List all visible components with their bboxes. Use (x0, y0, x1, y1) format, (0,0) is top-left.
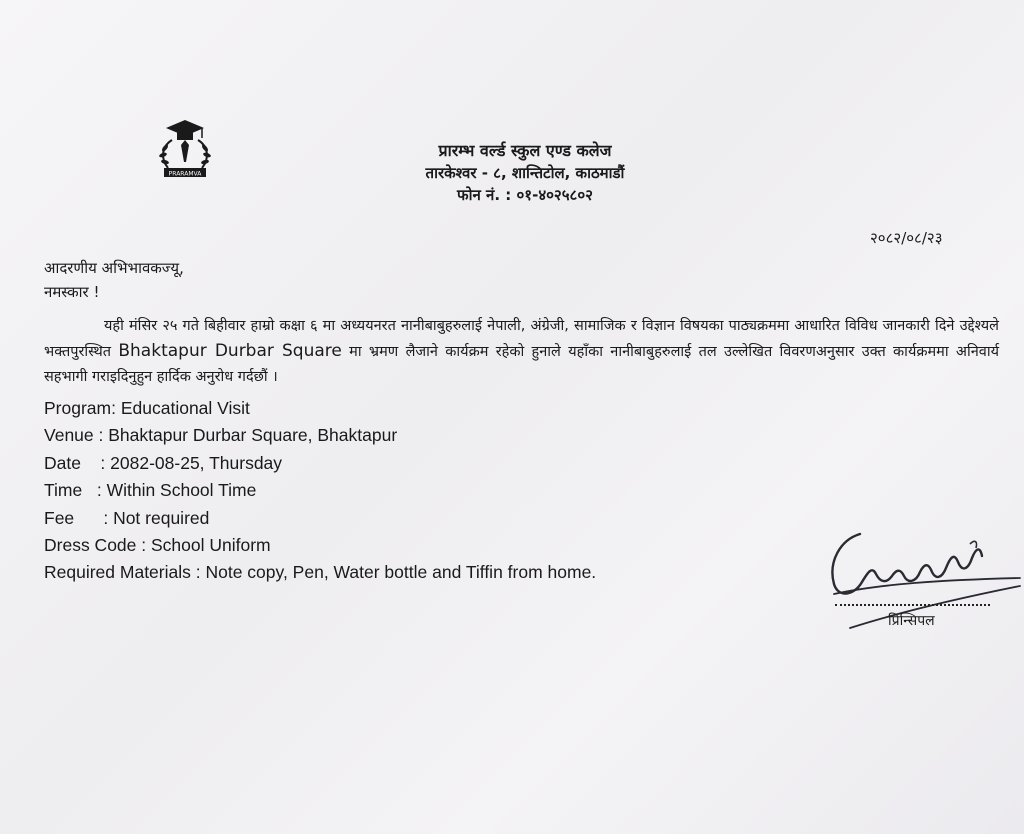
detail-row-time (44, 477, 596, 504)
body-part-1: यही मंसिर २५ गते बिहीवार हाम्रो कक्षा ६ मा अध्ययनरत नानीबाबुहरुलाई नेपाली, अंग्रेजी, सामाजिक र विज्ञान विषयका पाठ्यक्रममा आधारित विविध जानकारी दिने उद्देश्यले भक्तपुरस्थित (44, 318, 999, 360)
detail-row-date (44, 450, 596, 477)
detail-value: Educational Visit (120, 398, 250, 418)
detail-row-materials (44, 559, 596, 586)
letter-date: २०८२/०८/२३ (870, 229, 943, 247)
salutation-line-2: नमस्कार ! (44, 283, 100, 301)
detail-value: School Uniform (151, 535, 271, 556)
detail-label: Dress Code (44, 535, 142, 556)
school-name: प्रारम्भ वर्ल्ड स्कुल एण्ड कलेज (438, 141, 612, 160)
body-place: Bhaktapur Durbar Square (118, 341, 342, 361)
school-logo-icon (150, 118, 220, 182)
detail-label: Required Materials (44, 562, 196, 583)
detail-separator: : (103, 507, 114, 528)
detail-value: Not required (113, 507, 210, 528)
detail-separator: : (98, 425, 109, 446)
svg-text:PRARAMVA: PRARAMVA (168, 170, 202, 178)
detail-separator: : (100, 452, 111, 473)
detail-label: Date (44, 452, 101, 473)
detail-separator: : (141, 535, 151, 556)
detail-label: Venue (44, 425, 99, 446)
detail-label: Time (44, 480, 97, 501)
salutation-line-1: आदरणीय अभिभावकज्यू, (44, 259, 184, 277)
letter-header (330, 140, 720, 206)
detail-row-venue (44, 422, 596, 449)
principal-title: प्रिन्सिपल (888, 613, 935, 629)
detail-row-program (44, 395, 596, 422)
detail-value: 2082-08-25, Thursday (110, 452, 283, 473)
detail-label: Program (44, 398, 112, 418)
detail-separator: : (195, 562, 206, 583)
letter-body (44, 314, 999, 390)
detail-value: Note copy, Pen, Water bottle and Tiffin from home. (205, 562, 597, 583)
detail-row-dress-code (44, 532, 596, 559)
detail-label: Fee (44, 507, 104, 528)
detail-value: Within School Time (106, 480, 257, 501)
program-details (44, 395, 596, 587)
detail-value: Bhaktapur Durbar Square, Bhaktapur (108, 425, 398, 446)
detail-separator: : (96, 480, 107, 501)
school-phone: फोन नं. : ०१-४०२५८०२ (457, 186, 593, 204)
salutation (44, 256, 184, 304)
signature-line (835, 604, 990, 606)
detail-separator: : (111, 398, 121, 418)
school-address: तारकेश्वर - ८, शान्तिटोल, काठमाडौं (425, 164, 625, 182)
body-part-2: मा भ्रमण लैजाने कार्यक्रम रहेको हुनाले यहाँका नानीबाबुहरुलाई तल उल्लेखित विवरणअनुसार उक्त कार्यक्रममा अनिवार्य सहभागी गराइदिनुहुन हार्दिक अनुरोध गर्दछौं । (44, 344, 1000, 385)
detail-row-fee (44, 505, 596, 532)
